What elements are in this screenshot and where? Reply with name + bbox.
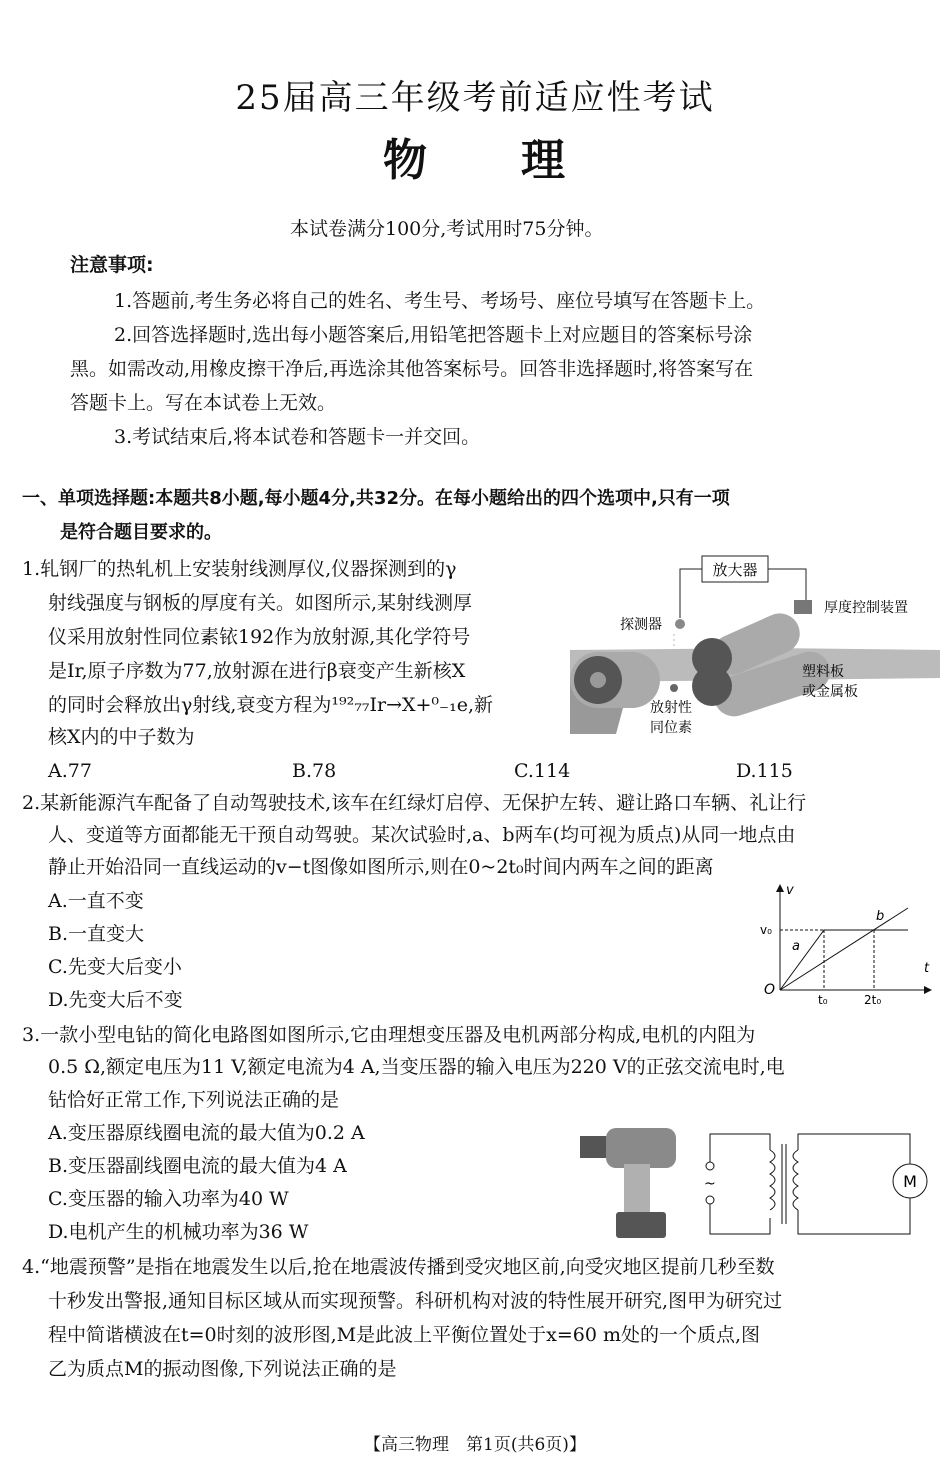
plate-label-2: 或金属板 [802, 684, 858, 700]
primary-top-wire [710, 1134, 770, 1162]
roller-left-hub [590, 672, 606, 688]
detector-label: 探测器 [620, 617, 662, 633]
drill-handle [624, 1164, 650, 1214]
exam-title: 25届高三年级考前适应性考试 [235, 78, 715, 118]
v-axis-label: v [786, 883, 794, 898]
q4-line-4: 乙为质点M的振动图像,下列说法正确的是 [48, 1358, 397, 1380]
q1-line-3: 仪采用放射性同位素铱192作为放射源,其化学符号 [48, 626, 471, 648]
section-heading-2: 是符合题目要求的。 [60, 522, 222, 543]
subject-char-2: 理 [521, 135, 567, 186]
q1-line-1: 1.轧钢厂的热轧机上安装射线测厚仪,仪器探测到的γ [22, 558, 457, 580]
q2-option-b: B.一直变大 [48, 923, 145, 945]
controller-device [794, 600, 812, 614]
q1-option-a: A.77 [48, 760, 92, 782]
q4-line-2: 十秒发出警报,通知目标区域从而实现预警。科研机构对波的特性展开研究,图甲为研究过 [48, 1290, 783, 1312]
plate-label-1: 塑料板 [802, 664, 844, 680]
subject-char-1: 物 [383, 135, 429, 186]
source-label-2: 同位素 [650, 720, 692, 736]
notice-line-1: 1.答题前,考生务必将自己的姓名、考生号、考场号、座位号填写在答题卡上。 [114, 290, 766, 312]
2t0-label: 2t₀ [864, 993, 882, 1006]
q1-line-4: 是Ir,原子序数为77,放射源在进行β衰变产生新核X [48, 660, 466, 682]
primary-coil [770, 1150, 775, 1210]
q2-option-a: A.一直不变 [48, 890, 144, 912]
q2-line-3: 静止开始沿同一直线运动的v−t图像如图所示,则在0~2t₀时间内两车之间的距离 [48, 856, 714, 878]
notice-line-4: 答题卡上。写在本试卷上无效。 [70, 392, 337, 414]
notice-heading: 注意事项: [70, 254, 154, 276]
q3-line-2: 0.5 Ω,额定电压为11 V,额定电流为4 A,当变压器的输入电压为220 V的正弦交流电时,电 [48, 1056, 785, 1078]
q1-option-d: D.115 [736, 760, 793, 782]
drill-body [606, 1128, 676, 1168]
page-footer: 【高三物理 第1页(共6页)】 [364, 1435, 586, 1455]
subject-title [0, 124, 950, 188]
drill-battery [616, 1212, 666, 1238]
drill-chuck [580, 1136, 610, 1158]
q2-option-c: C.先变大后变小 [48, 956, 182, 978]
q3-line-1: 3.一款小型电钻的简化电路图如图所示,它由理想变压器及电机两部分构成,电机的内阻为 [22, 1024, 756, 1046]
q2-vt-graph [758, 880, 938, 1006]
roller-lower-end [692, 666, 732, 706]
q1-line-2: 射线强度与钢板的厚度有关。如图所示,某射线测厚 [48, 592, 473, 614]
line-a-label: a [792, 939, 800, 954]
notice-line-5: 3.考试结束后,将本试卷和答题卡一并交回。 [114, 426, 481, 448]
q3-option-b: B.变压器副线圈电流的最大值为4 A [48, 1155, 347, 1177]
q3-option-c: C.变压器的输入功率为40 W [48, 1188, 289, 1210]
q1-option-b: B.78 [292, 760, 337, 782]
secondary-coil [793, 1150, 798, 1210]
q1-line-6: 核X内的中子数为 [48, 726, 195, 748]
notice-line-2: 2.回答选择题时,选出每小题答案后,用铅笔把答题卡上对应题目的答案标号涂 [114, 324, 753, 346]
secondary-top-wire [798, 1134, 910, 1164]
drill-photo [576, 1114, 686, 1242]
q4-line-3: 程中简谐横波在t=0时刻的波形图,M是此波上平衡位置处于x=60 m处的一个质点,图 [48, 1324, 761, 1346]
q4-line-1: 4.“地震预警”是指在地震发生以后,抢在地震波传播到受灾地区前,向受灾地区提前几秒至数 [22, 1256, 775, 1278]
v-axis-arrow [776, 884, 784, 892]
t-axis-arrow [924, 986, 932, 994]
q3-option-a: A.变压器原线圈电流的最大值为0.2 A [48, 1122, 365, 1144]
q1-line-5: 的同时会释放出γ射线,衰变方程为¹⁹²₇₇Ir→X+⁰₋₁e,新 [48, 694, 493, 716]
input-terminal-bottom [706, 1196, 714, 1204]
ac-symbol: ~ [704, 1176, 716, 1192]
detector-wire [680, 569, 702, 618]
section-heading-1: 一、单项选择题:本题共8小题,每小题4分,共32分。在每小题给出的四个选项中,只有一项 [22, 488, 730, 509]
q1-figure-rolling-mill [570, 552, 940, 742]
source-label-1: 放射性 [650, 700, 692, 716]
v0-label: v₀ [760, 923, 772, 937]
q3-line-3: 钻恰好正常工作,下列说法正确的是 [48, 1089, 340, 1111]
input-terminal-top [706, 1162, 714, 1170]
origin-label: O [764, 982, 776, 998]
primary-bottom-wire [710, 1204, 770, 1234]
motor-label: M [903, 1172, 917, 1191]
q2-option-d: D.先变大后不变 [48, 989, 183, 1011]
controller-wire [768, 569, 806, 600]
line-b-label: b [876, 909, 885, 924]
controller-label: 厚度控制装置 [824, 600, 908, 616]
source-icon [670, 684, 678, 692]
notice-line-3: 黑。如需改动,用橡皮擦干净后,再选涂其他答案标号。回答非选择题时,将答案写在 [70, 358, 754, 380]
q1-option-c: C.114 [514, 760, 571, 782]
q3-circuit [698, 1126, 938, 1244]
secondary-bottom-wire [798, 1198, 910, 1234]
t0-label: t₀ [818, 993, 828, 1006]
t-axis-label: t [924, 961, 930, 976]
detector-icon [675, 619, 685, 629]
q2-line-1: 2.某新能源汽车配备了自动驾驶技术,该车在红绿灯启停、无保护左转、避让路口车辆、礼让行 [22, 792, 807, 814]
q2-line-2: 人、变道等方面都能无干预自动驾驶。某次试验时,a、b两车(均可视为质点)从同一地点由 [48, 824, 796, 846]
q3-option-d: D.电机产生的机械功率为36 W [48, 1221, 309, 1243]
intro-line: 本试卷满分100分,考试用时75分钟。 [290, 218, 604, 240]
amplifier-label: 放大器 [712, 561, 758, 579]
